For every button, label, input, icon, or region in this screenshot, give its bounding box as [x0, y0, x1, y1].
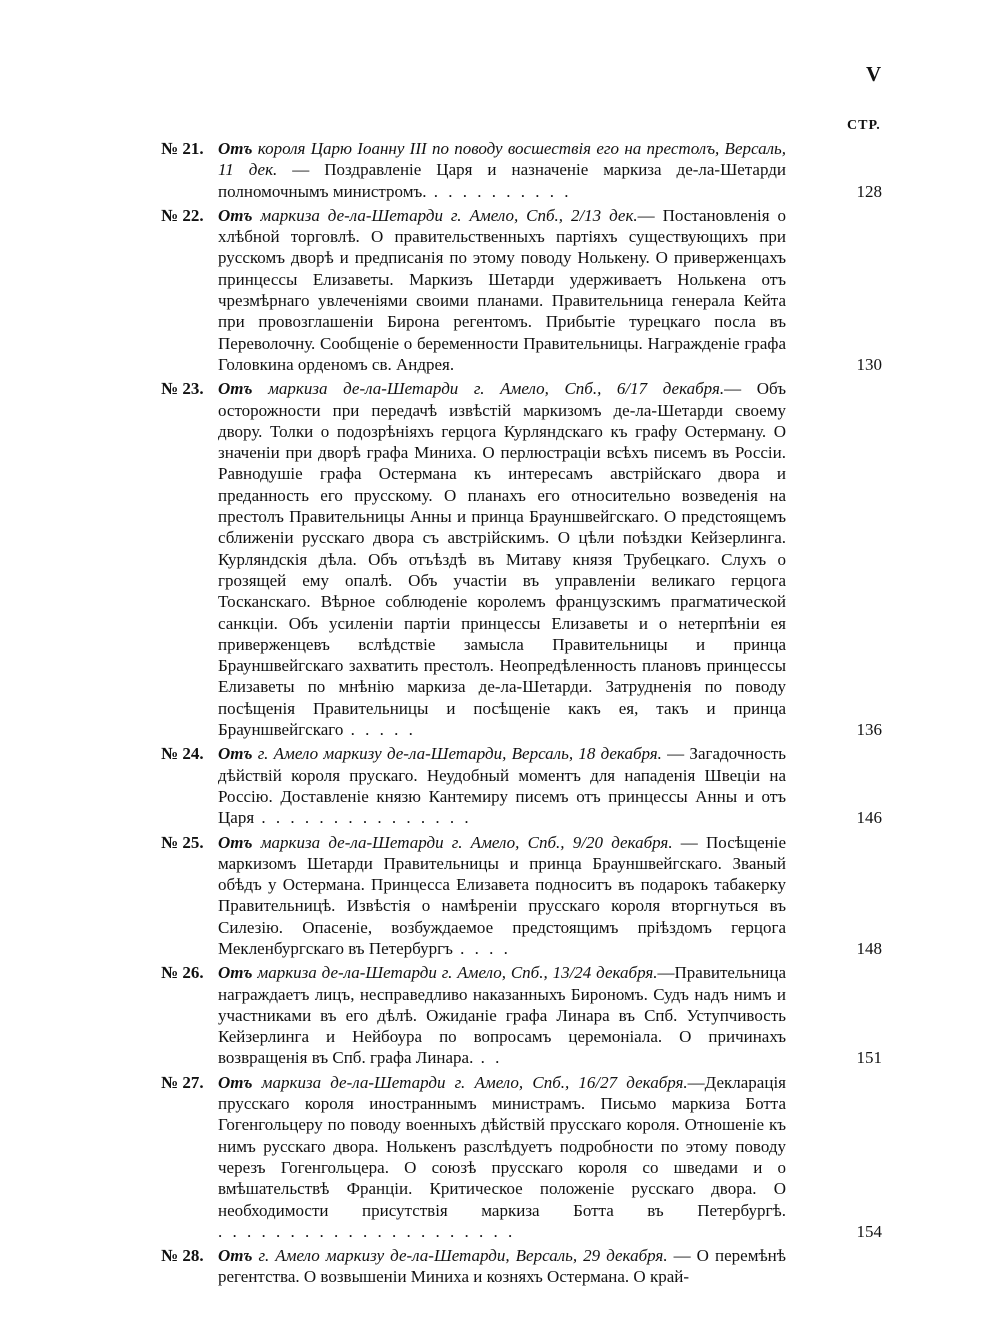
leader-dots: . . . . . . . . . . . . . . . — [254, 808, 472, 828]
leader-dots: . . — [473, 1048, 503, 1068]
entry-page: 151 — [856, 1048, 882, 1068]
entry-text — [218, 1072, 786, 1242]
entry-page: 136 — [856, 720, 882, 740]
table-of-contents — [161, 138, 882, 1291]
entry-number: № 25. — [161, 832, 204, 852]
entry-text — [218, 205, 786, 375]
entry-text — [218, 743, 786, 828]
entry-from: Отъ — [218, 139, 253, 158]
entry-page: 148 — [856, 938, 882, 958]
entry-number: № 24. — [161, 744, 204, 764]
entry-heading: маркиза де-ла-Шетарди г. Амело, Спб., 13/24 декабря. — [257, 963, 658, 983]
entry-page: 130 — [856, 354, 882, 374]
leader-dots: . . . . — [452, 938, 511, 958]
toc-entry — [161, 1072, 882, 1242]
entry-heading: маркиза де-ла-Шетарди г. Амело, Спб., 2/13 дек. — [260, 205, 638, 225]
entry-summary: — О перемѣнѣ регентства. О возвышеніи Миниха и козняхъ Остермана. О край- — [218, 1246, 787, 1287]
entry-text — [218, 138, 786, 202]
toc-entry — [161, 378, 882, 740]
entry-from: Отъ — [218, 1072, 253, 1092]
page-column-label: СТР. — [847, 118, 881, 133]
page-number: V — [866, 62, 882, 86]
entry-from: Отъ — [218, 832, 253, 852]
entry-heading: маркиза де-ла-Шетарди г. Амело, Спб., 16/27 декабря. — [261, 1072, 688, 1092]
entry-number: № 22. — [161, 205, 204, 225]
entry-text — [218, 832, 786, 960]
entry-text — [218, 378, 786, 740]
entry-page: 128 — [856, 181, 882, 201]
entry-summary: — Объ осторожности при передачѣ извѣстій маркизомъ де-ла-Шетарди своему двору. Толки о подозрѣніяхъ герцога Курляндскаго къ графу Остерману. О значеніи при дворѣ графа Миниха. О перлюстраціи всѣхъ писемъ въ Россіи. Равнодушіе графа Остермана къ интересамъ австрійскаго двора и преданность его прусскому. О планахъ его относительно возведенія на престолъ Правительницы Анны и принца Брауншвейгскаго. О предстоящемъ сближеніи русскаго двора съ австрійскимъ. О цѣли поѣздки Кейзерлинга. Курляндскія дѣла. Объ отъѣздѣ въ Митаву князя Трубецкаго. Слухъ о грозящей ему опалѣ. Объ участіи въ управленіи великаго герцога Тосканскаго. Вѣрное соблюденіе королемъ французскимъ прагматической санкціи. Объ усиленіи партіи принцессы Елизаветы и о нетерпѣніи ея приверженцевъ вслѣдствіе замысла Правительницы и принца Брауншвейгскаго захватить престолъ. Неопредѣленность плановъ принцессы Елизаветы по мнѣнію маркиза де-ла-Шетарди. Затрудненія по поводу посѣщенія Правительницы и посѣщеніе какъ ея, такъ и принца Брауншвейгскаго — [218, 379, 786, 740]
toc-entry — [161, 205, 882, 375]
entry-page: 154 — [856, 1221, 882, 1241]
toc-entry — [161, 138, 882, 202]
toc-entry — [161, 962, 882, 1068]
entry-summary: — Постановленія о хлѣбной торговлѣ. О правительственныхъ партіяхъ существующихъ при русскомъ дворѣ и предписанія по этому поводу Нолькену. О приверженцахъ принцессы Елизаветы. Маркизъ Шетарди удерживаетъ Нолькена отъ чрезмѣрнаго увлеченіями своими планами. Правительница генерала Кейта при провозглашеніи Бирона регентомъ. Прибытіе турецкаго посла въ Переволочну. Сообщеніе о беременности Правительницы. Награжденіе графа Головкина орденомъ св. Андрея. — [218, 205, 787, 374]
entry-text — [218, 1245, 786, 1288]
entry-from: Отъ — [218, 963, 253, 983]
entry-heading: маркиза де-ла-Шетарди г. Амело, Спб., 9/20 декабря. — [260, 832, 673, 852]
entry-from: Отъ — [218, 205, 253, 225]
entry-page: 146 — [856, 808, 882, 828]
toc-entry — [161, 743, 882, 828]
entry-heading: г. Амело маркизу де-ла-Шетарди, Версаль, 29 декабря. — [258, 1246, 668, 1266]
entry-summary: — Посѣщеніе маркизомъ Шетарди Правительницы и принца Брауншвейгскаго. Званый обѣдъ у Остермана. Принцесса Елизавета подноситъ въ подарокъ табакерку Правительницѣ. Извѣстія о намѣреніи прусскаго короля вторгнуться въ Силезію. Опасеніе, возбуждаемое предстоящимъ пріѣздомъ герцога Мекленбургскаго въ Петербургъ — [218, 832, 787, 958]
leader-dots: . . . . . . . . . . — [426, 181, 572, 201]
entry-number: № 26. — [161, 963, 204, 983]
entry-heading: г. Амело маркизу де-ла-Шетарди, Версаль, 18 декабря. — [257, 744, 662, 764]
leader-dots: . . . . . — [343, 720, 416, 740]
entry-summary: — Загадочность дѣйствій короля прускаго. Неудобный моментъ для нападенія Швеціи на Россію. Доставленіе князю Кантемиру писемъ отъ принцессы Анны и отъ Царя — [218, 744, 787, 828]
entry-from: Отъ — [218, 1246, 253, 1266]
entry-summary: —Правительница награждаетъ лицъ, несправедливо наказанныхъ Бирономъ. Судъ надъ нимъ и участниками въ его дѣлѣ. Ожиданіе графа Линара въ Спб. Уступчивость Кейзерлинга и Нейбоура по вопросамъ церемоніала. О причинахъ возвращенія въ Спб. графа Линара. — [218, 963, 787, 1068]
entry-text — [218, 962, 786, 1068]
entry-summary: —Декларація прусскаго короля иностраннымъ министрамъ. Письмо маркиза Ботта Гогенгольцеру по поводу военныхъ дѣйствій прусскаго короля. Отношеніе къ нимъ русскаго двора. Нолькенъ разслѣдуетъ подробности по этому поводу черезъ Гогенгольцера. О союзѣ прусскаго короля со шведами и о вмѣшательствѣ Франціи. Критическое положеніе русскаго двора. О необходимости присутствія маркиза Ботта въ Петербургѣ. — [218, 1072, 786, 1220]
entry-from: Отъ — [218, 379, 253, 399]
entry-number: № 21. — [161, 139, 204, 158]
entry-number: № 23. — [161, 379, 204, 399]
entry-number: № 28. — [161, 1246, 204, 1266]
toc-entry — [161, 832, 882, 960]
toc-entry — [161, 1245, 882, 1288]
entry-heading: короля Царю Іоанну III по поводу восшествія его на престолъ, Версаль, 11 дек. — [218, 139, 786, 180]
leader-dots: . . . . . . . . . . . . . . . . . . . . . — [218, 1221, 516, 1241]
entry-summary: — Поздравленіе Царя и назначеніе маркиза де-ла-Шетарди полномочнымъ министромъ. — [218, 160, 786, 201]
entry-from: Отъ — [218, 744, 253, 764]
entry-heading: маркиза де-ла-Шетарди г. Амело, Спб., 6/17 декабря. — [268, 379, 725, 399]
entry-number: № 27. — [161, 1072, 204, 1092]
